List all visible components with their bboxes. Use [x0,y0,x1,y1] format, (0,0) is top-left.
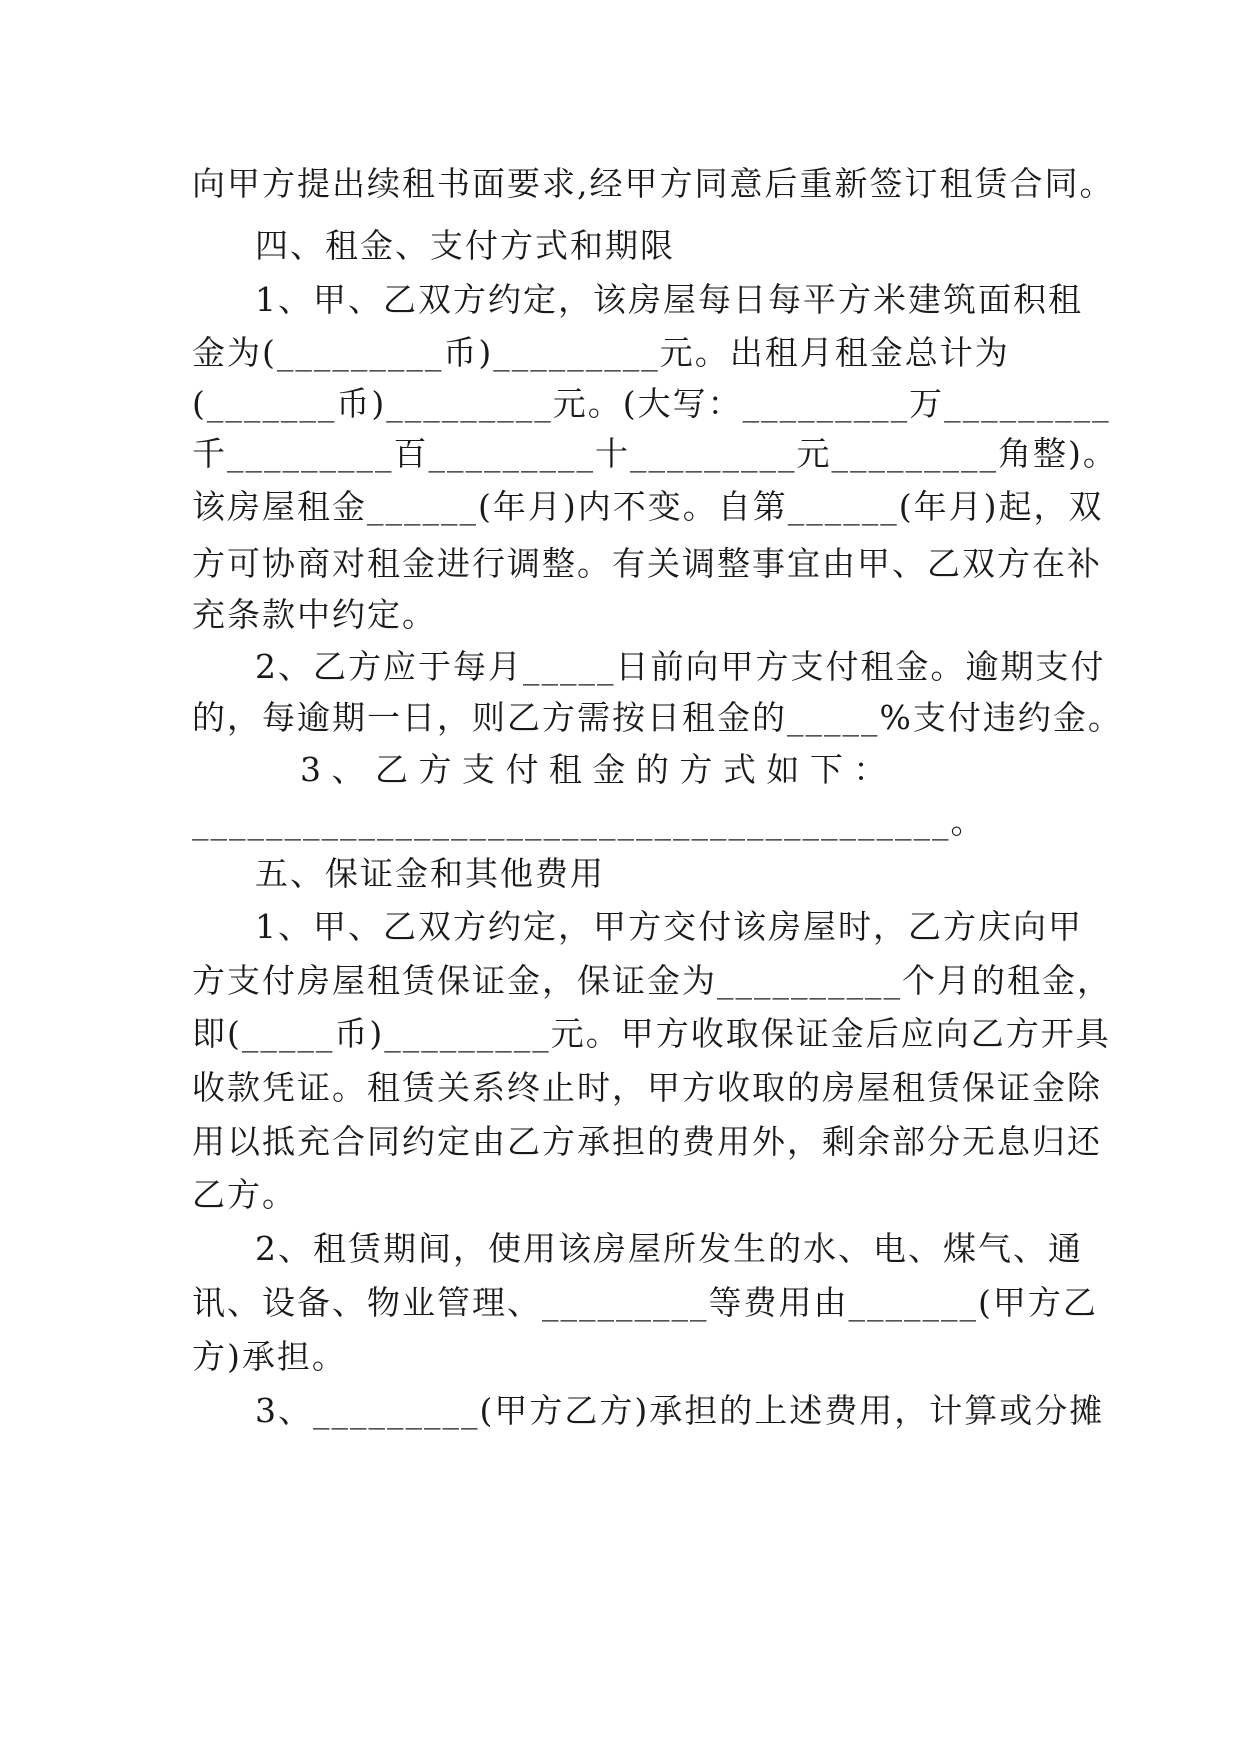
text-line: 讯、设备、物业管理、_________等费用由_______(甲方乙 [192,1283,1098,1322]
text-line: _________________________________________。 [192,802,986,841]
text-line: 1、甲、乙双方约定，甲方交付该房屋时，乙方庆向甲 [255,907,1083,946]
text-line: 方可协商对租金进行调整。有关调整事宜由甲、乙双方在补 [192,544,1102,583]
text-line: 金为(_________币)_________元。出租月租金总计为 [192,333,1010,372]
text-line: 的，每逾期一日，则乙方需按日租金的_____%支付违约金。 [192,698,1123,737]
text-line: 收款凭证。租赁关系终止时，甲方收取的房屋租赁保证金除 [192,1068,1102,1107]
section-heading: 四、租金、支付方式和期限 [255,226,675,265]
text-line: 该房屋租金______(年月)内不变。自第______(年月)起，双 [192,487,1104,526]
text-line: 向甲方提出续租书面要求,经甲方同意后重新签订租赁合同。 [192,164,1115,203]
text-line: 2、租赁期间，使用该房屋所发生的水、电、煤气、通 [255,1229,1083,1268]
text-line: 2、乙方应于每月_____日前向甲方支付租金。逾期支付 [255,647,1106,686]
text-line: 方支付房屋租赁保证金，保证金为__________个月的租金， [192,961,1112,1000]
text-line: 方)承担。 [192,1337,347,1376]
text-line: 用以抵充合同约定由乙方承担的费用外，剩余部分无息归还 [192,1122,1102,1161]
text-line: 1、甲、乙双方约定，该房屋每日每平方米建筑面积租 [255,280,1083,319]
text-line: 即(_____币)_________元。甲方收取保证金后应向乙方开具 [192,1014,1111,1053]
section-heading: 五、保证金和其他费用 [255,854,605,893]
text-line: (_______币)_________元。(大写：_________万_________ [192,384,1111,423]
text-line: 充条款中约定。 [192,595,437,634]
text-line: 3、_________(甲方乙方)承担的上述费用，计算或分摊 [255,1391,1105,1430]
text-line: 3 、 乙 方 支 付 租 金 的 方 式 如 下 ： [300,750,887,789]
text-line: 千_________百_________十_________元_________角整)。 [192,434,1118,473]
text-line: 乙方。 [192,1175,297,1214]
